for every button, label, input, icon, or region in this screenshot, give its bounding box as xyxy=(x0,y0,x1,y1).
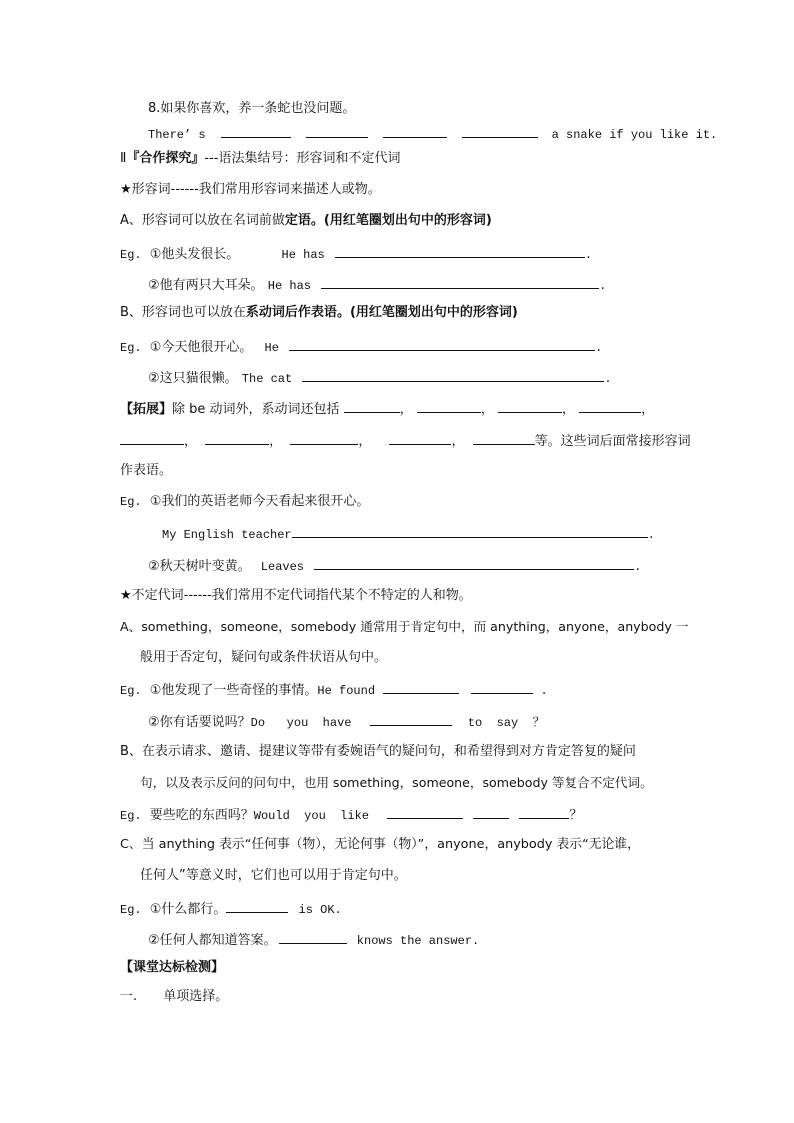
test-heading: 【课堂达标检测】 xyxy=(120,960,225,975)
test-item-1 xyxy=(120,988,228,1006)
example-english: Would you like xyxy=(253,809,369,823)
answer-blank[interactable] xyxy=(321,275,599,289)
example-10 xyxy=(120,899,342,919)
pronoun-rule-c-line2: 任何人”等意义时，它们也可以用于肯定句中。 xyxy=(140,868,407,883)
example-chinese: ②任何人都知道答案。 xyxy=(148,933,277,948)
rule-note: 。(用红笔圈划出句中的形容词) xyxy=(310,213,492,228)
rule-text: A、形容词可以放在名词前做 xyxy=(120,213,285,228)
example-chinese: ②这只猫很懒。 xyxy=(148,371,238,386)
answer-blank[interactable] xyxy=(279,930,347,944)
expand-line-2 xyxy=(120,431,691,451)
rule-text: B、形容词也可以放在 xyxy=(120,305,246,320)
example-chinese: 要些吃的东西吗？ xyxy=(149,808,254,823)
example-chinese: ①什么都行。 xyxy=(149,902,227,917)
example-2 xyxy=(148,275,606,295)
example-chinese: ②他有两只大耳朵。 xyxy=(148,278,264,293)
example-chinese: ①我们的英语老师今天看起来很开心。 xyxy=(149,494,370,509)
item-text: 单项选择。 xyxy=(163,989,229,1004)
answer-blank[interactable] xyxy=(120,431,184,445)
adjective-rule-b xyxy=(120,304,518,322)
eg-label: Eg. xyxy=(120,809,142,823)
eg-label: Eg. xyxy=(120,684,142,698)
period: . xyxy=(595,341,603,355)
example-english: My English teacher xyxy=(162,528,292,542)
example-english: knows the answer. xyxy=(356,934,480,948)
section-number: Ⅱ xyxy=(120,151,127,166)
expand-label: 【拓展】 xyxy=(120,402,173,417)
eg-label: Eg. xyxy=(120,903,142,917)
pronoun-rule-b-line1: B、在表示请求、邀请、提建议等带有委婉语气的疑问句，和希望得到对方肯定答复的疑问 xyxy=(120,744,636,759)
pronoun-rule-c-line1: C、当 anything 表示“任何事（物），无论何事（物）”，anyone，anybody 表示“无论谁， xyxy=(120,837,640,852)
example-9 xyxy=(120,805,582,825)
comma: ， xyxy=(451,434,465,449)
answer-blank[interactable] xyxy=(335,244,585,258)
expand-text: 除 be 动词外，系动词还包括 xyxy=(172,402,340,417)
example-8 xyxy=(148,712,545,732)
question-mark: ？ xyxy=(569,808,583,823)
example-5-english xyxy=(162,524,655,544)
example-11 xyxy=(148,930,479,950)
example-chinese: ①今天他很开心。 xyxy=(149,340,253,355)
example-english: Leaves xyxy=(260,560,305,574)
answer-blank[interactable] xyxy=(290,431,358,445)
q8-english-end: a snake if you like it. xyxy=(551,128,718,142)
rule-keyword: 定语 xyxy=(284,213,311,228)
answer-blank[interactable] xyxy=(462,124,538,138)
eg-label: Eg. xyxy=(120,495,142,509)
example-english: He xyxy=(264,341,279,355)
example-english: The cat xyxy=(241,372,293,386)
example-english: Do you have xyxy=(250,716,352,730)
eg-label: Eg. xyxy=(120,341,142,355)
example-3 xyxy=(120,337,602,357)
answer-blank[interactable] xyxy=(221,124,291,138)
section-heading xyxy=(120,150,401,168)
period: . xyxy=(533,684,548,698)
example-english-end: to say ？ xyxy=(467,716,545,730)
comma: ， xyxy=(399,402,413,417)
rule-keyword: 系动词后作表语 xyxy=(245,305,337,320)
answer-blank[interactable] xyxy=(387,805,463,819)
example-4 xyxy=(148,368,612,388)
comma: ， xyxy=(358,434,372,449)
answer-blank[interactable] xyxy=(226,899,288,913)
example-chinese: ①他发现了一些奇怪的事情。 xyxy=(149,683,318,698)
example-english: He has xyxy=(267,279,312,293)
pronoun-rule-a-line2: 般用于否定句，疑问句或条件状语从句中。 xyxy=(140,650,388,665)
example-7 xyxy=(120,680,548,700)
example-english: is OK. xyxy=(298,903,342,917)
eg-label: Eg. xyxy=(120,248,142,262)
answer-blank[interactable] xyxy=(314,556,634,570)
period: . xyxy=(599,279,607,293)
expand-line-3: 作表语。 xyxy=(120,463,173,478)
pronoun-rule-b-line2: 句，以及表示反问的问句中，也用 something，someone，somebody 等复合不定代词。 xyxy=(140,775,653,790)
example-chinese: ②你有话要说吗？ xyxy=(148,715,251,730)
example-1 xyxy=(120,244,592,264)
adjective-intro: ★形容词------我们常用形容词来描述人或物。 xyxy=(120,182,381,197)
period: . xyxy=(604,372,612,386)
q8-english-start: There’ s xyxy=(148,128,206,142)
example-chinese: ②秋天树叶变黄。 xyxy=(148,559,251,574)
answer-blank[interactable] xyxy=(498,399,562,413)
example-5 xyxy=(120,493,369,511)
example-6 xyxy=(148,556,641,576)
answer-blank[interactable] xyxy=(417,399,481,413)
answer-blank[interactable] xyxy=(473,431,535,445)
answer-blank[interactable] xyxy=(519,805,569,819)
answer-blank[interactable] xyxy=(471,680,533,694)
answer-blank[interactable] xyxy=(292,524,648,538)
example-english: He found xyxy=(317,684,376,698)
example-chinese: ①他头发很长。 xyxy=(149,247,240,262)
expand-line-1 xyxy=(120,399,654,419)
example-english: He has xyxy=(281,248,325,262)
period: . xyxy=(634,560,642,574)
q8-chinese: 8.如果你喜欢，养一条蛇也没问题。 xyxy=(148,101,356,116)
adjective-rule-a xyxy=(120,212,492,230)
comma: ， xyxy=(480,402,494,417)
rule-note: 。(用红笔圈划出句中的形容词) xyxy=(336,305,518,320)
q8-english-line xyxy=(148,124,717,144)
comma: ， xyxy=(561,402,575,417)
answer-blank[interactable] xyxy=(306,124,368,138)
answer-blank[interactable] xyxy=(383,124,447,138)
answer-blank[interactable] xyxy=(370,712,452,726)
answer-blank[interactable] xyxy=(579,399,641,413)
answer-blank[interactable] xyxy=(302,368,604,382)
answer-blank[interactable] xyxy=(289,337,595,351)
period: . xyxy=(647,528,655,542)
comma: ， xyxy=(641,402,655,417)
expand-text: 等。这些词后面常接形容词 xyxy=(534,434,691,449)
answer-blank[interactable] xyxy=(344,399,400,413)
section-title: 『合作探究』 xyxy=(126,151,205,166)
answer-blank[interactable] xyxy=(383,680,459,694)
answer-blank[interactable] xyxy=(205,431,269,445)
answer-blank[interactable] xyxy=(389,431,451,445)
item-number: 一. xyxy=(120,989,138,1004)
period: . xyxy=(584,248,593,262)
pronoun-rule-a-line1: A、something，someone，somebody 通常用于肯定句中，而 anything，anyone，anybody 一 xyxy=(120,619,689,634)
comma: ， xyxy=(184,434,198,449)
section-subtitle: ---语法集结号：形容词和不定代词 xyxy=(204,151,401,166)
comma: ， xyxy=(269,434,283,449)
pronoun-intro: ★不定代词------我们常用不定代词指代某个不特定的人和物。 xyxy=(120,588,472,603)
answer-blank[interactable] xyxy=(473,805,509,819)
